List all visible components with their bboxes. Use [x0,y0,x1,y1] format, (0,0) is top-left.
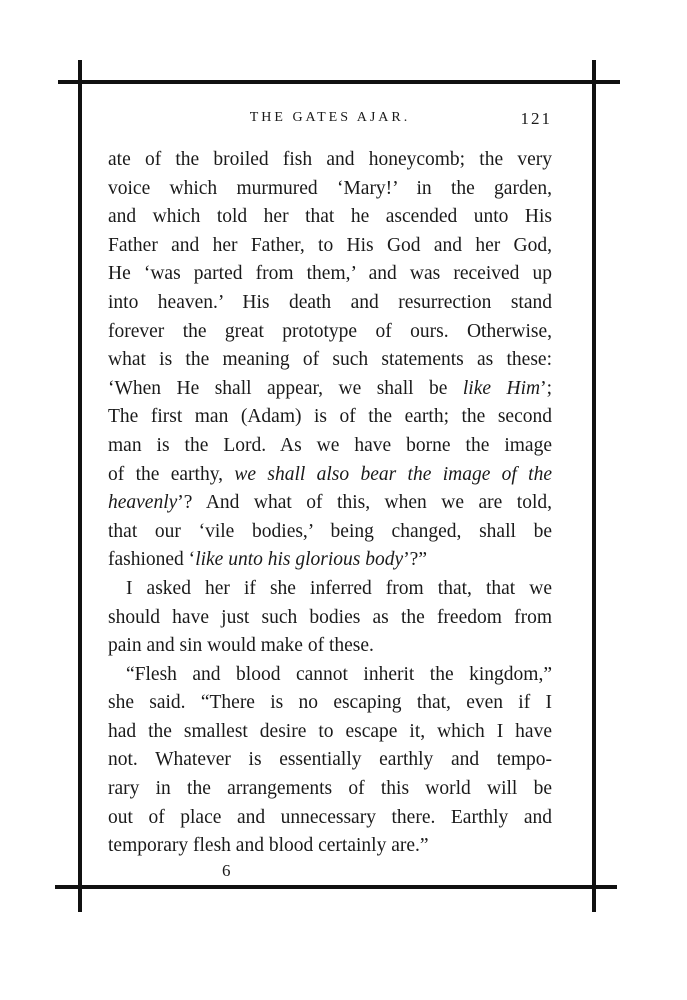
text-line: should have just such bodies as the freedom from [108,606,552,628]
text-line: what is the meaning of such statements as these: [108,349,552,371]
text-line [108,461,552,490]
text-line: He ‘was parted from them,’ and was received up [108,263,552,285]
text-segment: of the earthy, [108,463,235,485]
text-line: ate of the broiled fish and honeycomb; the very [108,149,552,170]
text-line [108,489,552,518]
bottom-border-rule [55,885,617,889]
text-line: into heaven.’ His death and resurrection stand [108,291,552,313]
page-number: 121 [520,109,552,128]
text-line: out of place and unnecessary there. Earthly and [108,806,552,828]
text-line [108,546,552,575]
left-border-rule [78,60,82,912]
top-border-rule [58,80,620,84]
text-line: temporary flesh and blood certainly are.” [108,835,429,857]
text-line: not. Whatever is essentially earthly and tempo- [108,749,552,771]
body-text [108,146,552,861]
text-segment: ‘When He shall appear, we shall be [108,377,463,399]
running-title: THE GATES AJAR. [249,110,411,125]
text-line: she said. “There is no escaping that, even if I [108,692,552,714]
text-line: forever the great prototype of ours. Otherwise, [108,320,552,342]
text-line: The first man (Adam) is of the earth; the second [108,406,552,428]
text-line: rary in the arrangements of this world will be [108,778,552,800]
text-line: pain and sin would make of these. [108,635,374,657]
italic-segment: we shall also bear the image of the [234,463,552,485]
text-segment: ’? And what of this, when we are told, [177,492,552,514]
text-line: I asked her if she inferred from that, that we [126,577,552,599]
right-border-rule [592,60,596,912]
text-line: voice which murmured ‘Mary!’ in the garden, [108,177,552,199]
text-segment: fashioned ‘ [108,549,196,571]
signature-mark: 6 [222,861,231,880]
text-line: “Flesh and blood cannot inherit the kingdom,” [126,663,552,685]
italic-segment: heavenly [108,492,178,514]
text-line: that our ‘vile bodies,’ being changed, shall be [108,520,552,542]
page-header [108,110,552,132]
italic-segment: like unto his glorious body [195,549,404,571]
italic-segment: like Him [462,377,541,399]
text-line: man is the Lord. As we have borne the image [108,434,552,456]
text-segment: ’; [540,377,552,399]
text-line: had the smallest desire to escape it, which I have [108,720,552,742]
text-segment: ’?” [403,549,427,571]
text-line: Father and her Father, to His God and her God, [108,234,552,256]
text-line: and which told her that he ascended unto His [108,206,552,228]
text-line [108,375,552,404]
